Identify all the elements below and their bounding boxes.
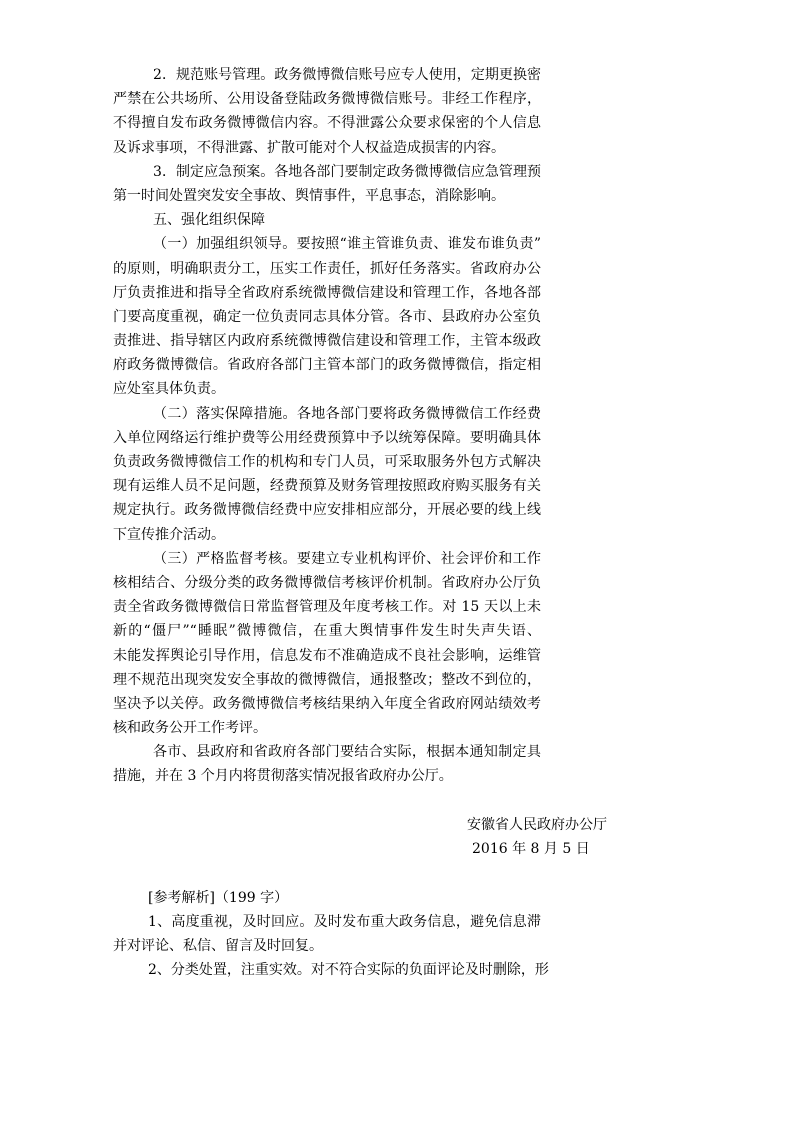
paragraph-line: 规定执行。政务微博微信经费中应安排相应部分，开展必要的线上线: [113, 502, 541, 519]
paragraph-line: 第一时间处置突发安全事故、舆情事件，平息事态，消除影响。: [113, 187, 505, 204]
document-body: [113, 63, 541, 789]
issue-date: 2016 年 8 月 5 日: [472, 841, 590, 858]
paragraph-line: 核和政务公开工作考评。: [113, 720, 267, 737]
paragraph-line: 措施，并在 3 个月内将贯彻落实情况报省政府办公厅。: [113, 768, 453, 785]
paragraph-first-line: 1、高度重视，及时回应。及时发布重大政务信息，避免信息滞: [148, 914, 541, 930]
paragraph-line: 坚决予以关停。政务微博微信考核结果纳入年度全省政府网站绩效考: [113, 695, 541, 712]
paragraph-line: 严禁在公共场所、公用设备登陆政务微博微信账号。非经工作程序，: [113, 91, 541, 108]
analysis-heading: [参考解析]（199 字）: [148, 890, 289, 906]
paragraph-first-line: 2、分类处置，注重实效。对不符合实际的负面评论及时删除，形: [148, 962, 549, 979]
paragraph-first-line: （三）严格监督考核。要建立专业机构评价、社会评价和工作: [153, 550, 541, 567]
paragraph-line: 及诉求事项，不得泄露、扩散可能对个人权益造成损害的内容。: [113, 139, 505, 156]
paragraph-line: 未能发挥舆论引导作用，信息发布不准确造成不良社会影响，运维管: [113, 647, 541, 664]
paragraph-line: 新的“僵尸”“睡眠”微博微信，在重大舆情事件发生时失声失语、: [113, 623, 541, 640]
analysis-body: [113, 910, 549, 983]
paragraph-first-line: （一）加强组织领导。要按照“谁主管谁负责、谁发布谁负责”: [153, 236, 541, 253]
paragraph-line: 厅负责推进和指导全省政府系统微博微信建设和管理工作，各地各部: [113, 284, 541, 301]
paragraph-line: 的原则，明确职责分工，压实工作责任，抓好任务落实。省政府办公: [113, 260, 541, 277]
paragraph-line: 应处室具体负责。: [113, 381, 225, 398]
paragraph-line: 责推进、指导辖区内政府系统微博微信建设和管理工作，主管本级政: [113, 333, 541, 350]
paragraph-line: 门要高度重视，确定一位负责同志具体分管。各市、县政府办公室负: [113, 308, 541, 325]
paragraph-line: 理不规范出现突发安全事故的微博微信，通报整改；整改不到位的，: [113, 671, 541, 688]
paragraph-first-line: 五、强化组织保障: [153, 212, 265, 229]
paragraph-line: 下宣传推介活动。: [113, 526, 225, 543]
paragraph-first-line: 各市、县政府和省政府各部门要结合实际，根据本通知制定具: [153, 744, 541, 761]
signature-block: [467, 813, 607, 861]
reference-analysis: [113, 886, 549, 983]
paragraph-line: 不得擅自发布政务微博微信内容。不得泄露公众要求保密的个人信息: [113, 115, 541, 132]
paragraph-line: 责全省政务微博微信日常监督管理及年度考核工作。对 15 天以上未: [113, 599, 541, 616]
paragraph-first-line: 2．规范账号管理。政务微博微信账号应专人使用，定期更换密: [153, 67, 541, 83]
paragraph-line: 负责政务微博微信工作的机构和专门人员，可采取服务外包方式解决: [113, 454, 541, 470]
paragraph-line: 核相结合、分级分类的政务微博微信考核评价机制。省政府办公厅负: [113, 574, 541, 591]
paragraph-first-line: 3．制定应急预案。各地各部门要制定政务微博微信应急管理预: [153, 163, 541, 180]
paragraph-line: 入单位网络运行维护费等公用经费预算中予以统筹保障。要明确具体: [113, 429, 541, 446]
issuer-name: 安徽省人民政府办公厅: [467, 817, 607, 833]
paragraph-first-line: （二）落实保障措施。各地各部门要将政务微博微信工作经费: [153, 405, 541, 422]
paragraph-line: 府政务微博微信。省政府各部门主管本部门的政务微博微信，指定相: [113, 357, 541, 374]
paragraph-line: 现有运维人员不足问题，经费预算及财务管理按照政府购买服务有关: [113, 478, 541, 495]
paragraph-line: 并对评论、私信、留言及时回复。: [113, 938, 323, 955]
